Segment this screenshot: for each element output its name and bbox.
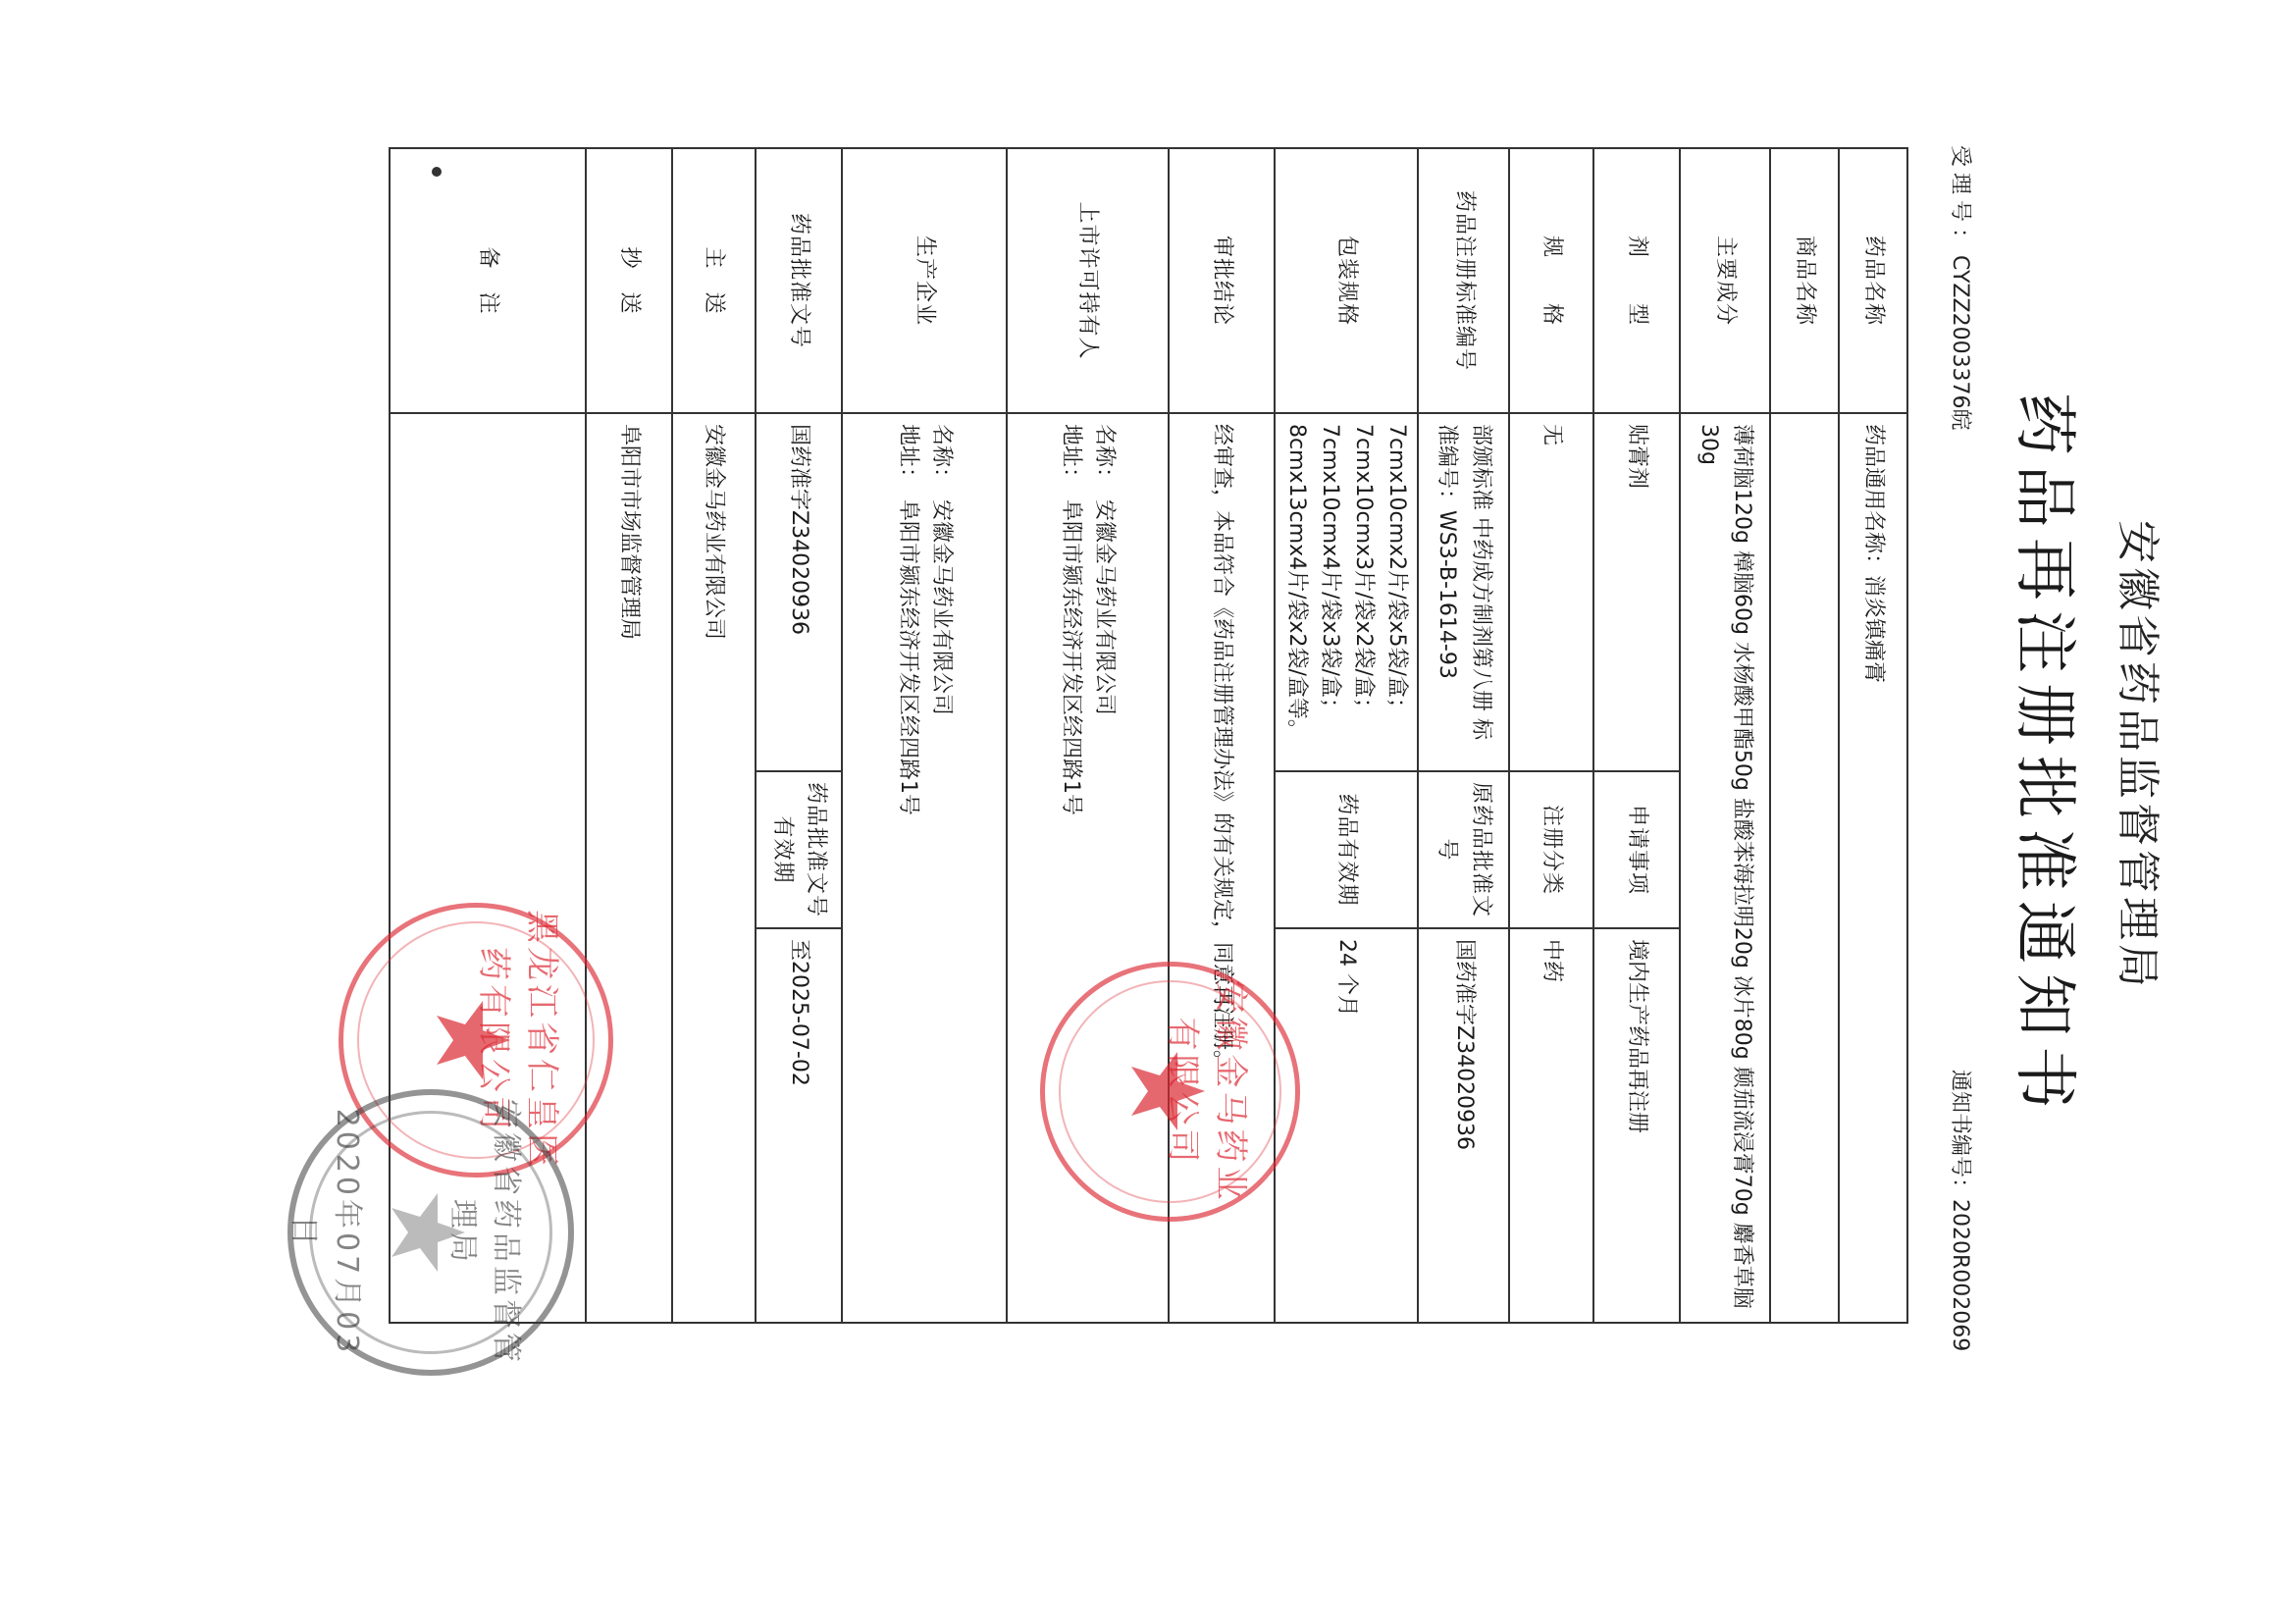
- manufacturer-name: 名称： 安徽金马药业有限公司: [928, 424, 954, 716]
- heilongjiang-seal-text: 黑龙江省仁皇医药有限公司: [474, 910, 561, 1171]
- category-label: 注册分类: [1509, 771, 1593, 928]
- cc-value: 阜阳市市场监督管理局: [586, 413, 672, 1323]
- manufacturer-address: 地址： 阜阳市颍东经济开发区经四路1号: [895, 424, 920, 815]
- trade-name-label: 商品名称: [1770, 148, 1839, 413]
- validity-label: 药品有效期: [1275, 771, 1418, 928]
- approval-no-value: 国药准字Z34020936: [756, 413, 842, 771]
- table-row: [1593, 148, 1680, 1323]
- anhui-jinma-seal: [1040, 962, 1300, 1222]
- table-row: [672, 148, 756, 1323]
- dosage-form-value: 贴膏剂: [1593, 413, 1680, 771]
- approval-no-label: 药品批准文号: [756, 148, 842, 413]
- manufacturer-value: [842, 413, 1007, 1323]
- acceptance-label: 受理号：: [1948, 145, 1972, 256]
- application-value: 境内生产药品再注册: [1593, 928, 1680, 1323]
- ingredients-label: 主要成分: [1680, 148, 1770, 413]
- agency-seal-name: 安徽省药品监督管理局: [445, 1099, 523, 1366]
- drug-name-label: 药品名称: [1839, 148, 1907, 413]
- spec-value: 无: [1509, 413, 1593, 771]
- trade-name-value: [1770, 413, 1839, 1323]
- table-row: [1839, 148, 1907, 1323]
- agency-name: 安徽省药品监督管理局: [2113, 520, 2163, 991]
- acceptance-number: [1947, 145, 1977, 431]
- remarks-label: 备 注: [390, 148, 586, 413]
- ingredients-value: 薄荷脑120g 樟脑60g 水杨酸甲酯50g 盐酸苯海拉明20g 冰片80g 颠茄流浸膏70g 麝香草脑30g: [1680, 413, 1770, 1323]
- main-send-value: 安徽金马药业有限公司: [672, 413, 756, 1323]
- approval-validity-value: 至2025-07-02: [756, 928, 842, 1323]
- manufacturer-label: 生产企业: [842, 148, 1007, 413]
- table-row: [842, 148, 1007, 1323]
- orig-approval-label: 原药品批准文号: [1418, 771, 1509, 928]
- standard-label: 药品注册标准编号: [1418, 148, 1509, 413]
- cc-label: 抄 送: [586, 148, 672, 413]
- mah-label: 上市许可持有人: [1007, 148, 1169, 413]
- mah-name: 名称： 安徽金马药业有限公司: [1092, 424, 1118, 716]
- approval-validity-label: 药品批准文号有效期: [756, 771, 842, 928]
- table-row: [1275, 148, 1418, 1323]
- drug-name-value: 药品通用名称：消炎镇痛膏: [1839, 413, 1907, 1323]
- validity-value: 24 个月: [1275, 928, 1418, 1323]
- application-label: 申请事项: [1593, 771, 1680, 928]
- agency-seal-date: 2020年07月03日: [287, 1108, 364, 1357]
- category-value: 中药: [1509, 928, 1593, 1323]
- notice-number: [1947, 1070, 1977, 1351]
- orig-approval-value: 国药准字Z34020936: [1418, 928, 1509, 1323]
- dosage-form-label: 剂 型: [1593, 148, 1680, 413]
- anhui-jinma-seal-text: 安徽金马药业有限公司: [1163, 979, 1250, 1204]
- scan-dot: [432, 167, 442, 177]
- main-send-label: 主 送: [672, 148, 756, 413]
- table-row: [1509, 148, 1593, 1323]
- acceptance-value: CYZZ2003376皖: [1948, 255, 1972, 431]
- agency-official-seal: [287, 1089, 574, 1376]
- notice-value: 2020R002069: [1948, 1199, 1972, 1352]
- table-row: [1680, 148, 1770, 1323]
- mah-address: 地址： 阜阳市颍东经济开发区经四路1号: [1059, 424, 1084, 815]
- package-label: 包装规格: [1275, 148, 1418, 413]
- conclusion-value: 经审查，本品符合《药品注册管理办法》的有关规定，同意再注册。: [1169, 413, 1275, 1323]
- standard-value: 部颁标准 中药成方制剂第八册 标准编号：WS3-B-1614-93: [1418, 413, 1509, 771]
- table-row: [1770, 148, 1839, 1323]
- document-title: 药品再注册批准通知书: [2008, 393, 2080, 1119]
- table-row: [1418, 148, 1509, 1323]
- spec-label: 规 格: [1509, 148, 1593, 413]
- table-row: [756, 148, 842, 1323]
- conclusion-label: 审批结论: [1169, 148, 1275, 413]
- package-value: 7cmx10cmx2片/袋x5袋/盒；7cmx10cmx3片/袋x2袋/盒；7cmx10cmx4片/袋x3袋/盒；8cmx13cmx4片/袋x2袋/盒等。: [1275, 413, 1418, 771]
- notice-label: 通知书编号：: [1948, 1070, 1972, 1200]
